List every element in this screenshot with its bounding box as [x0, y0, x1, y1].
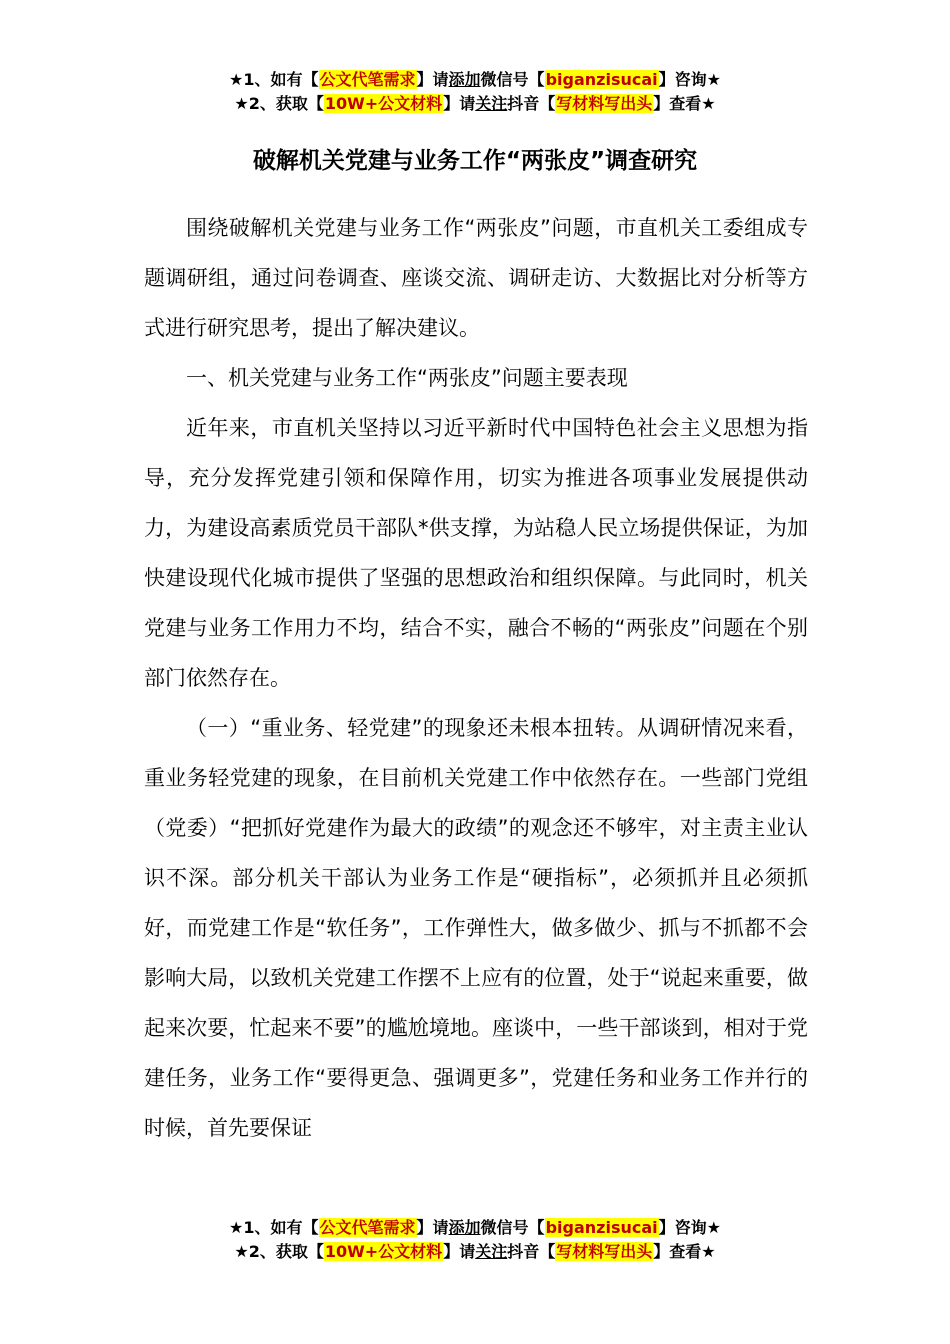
paragraph: 近年来，市直机关坚持以习近平新时代中国特色社会主义思想为指导，充分发挥党建引领和保障作用，切实为推进各项事业发展提供动力，为建设高素质党员干部队*供支撑，为站稳人民立场提供保证，为加快建设现代化城市提供了坚强的思想政治和组织保障。与此同时，机关党建与业务工作用力不均，结合不实，融合不畅的“两张皮”问题在个别部门依然存在。	[144, 416, 808, 690]
banner-highlight: 写材料写出头	[556, 94, 653, 113]
banner-text: 】查看★	[653, 94, 716, 113]
header-banner	[0, 68, 950, 116]
section-heading: 一、机关党建与业务工作“两张皮”问题主要表现	[186, 366, 628, 390]
document-body	[144, 203, 808, 1153]
banner-line-2	[0, 1240, 950, 1264]
banner-text: 】查看★	[653, 1242, 716, 1261]
banner-text: 】请	[416, 70, 449, 89]
banner-underline: 关注	[475, 1242, 508, 1261]
banner-highlight: 10W+公文材料	[324, 1242, 443, 1261]
banner-line-2	[0, 92, 950, 116]
banner-line-1	[0, 1216, 950, 1240]
banner-text: 】请	[443, 94, 476, 113]
paragraph: （一）“重业务、轻党建”的现象还未根本扭转。从调研情况来看，重业务轻党建的现象，在目前机关党建工作中依然存在。一些部门党组（党委）“把抓好党建作为最大的政绩”的观念还不够牢，对主责主业认识不深。部分机关干部认为业务工作是“硬指标”，必须抓并且必须抓好，而党建工作是“软任务”，工作弹性大，做多做少、抓与不抓都不会影响大局，以致机关党建工作摆不上应有的位置，处于“说起来重要，做起来次要，忙起来不要”的尴尬境地。座谈中，一些干部谈到，相对于党建任务，业务工作“要得更急、强调更多”，党建任务和业务工作并行的时候，首先要保证	[144, 716, 808, 1140]
banner-underline: 关注	[475, 94, 508, 113]
document-title: 破解机关党建与业务工作“两张皮”调查研究	[252, 148, 698, 174]
banner-highlight: biganzisucai	[545, 70, 658, 89]
banner-highlight: biganzisucai	[545, 1218, 658, 1237]
banner-underline: 添加	[448, 1218, 481, 1237]
banner-line-1	[0, 68, 950, 92]
banner-text: ★1、如有【	[229, 70, 319, 89]
banner-text: ★1、如有【	[229, 1218, 319, 1237]
paragraph: 围绕破解机关党建与业务工作“两张皮”问题，市直机关工委组成专题调研组，通过问卷调查、座谈交流、调研走访、大数据比对分析等方式进行研究思考，提出了解决建议。	[144, 216, 808, 340]
banner-highlight: 公文代笔需求	[319, 70, 416, 89]
banner-text: 抖音【	[507, 1242, 556, 1261]
banner-highlight: 10W+公文材料	[324, 94, 443, 113]
banner-text: 】请	[443, 1242, 476, 1261]
banner-highlight: 写材料写出头	[556, 1242, 653, 1261]
banner-text: 抖音【	[507, 94, 556, 113]
banner-text: ★2、获取【	[234, 1242, 324, 1261]
banner-text: 】咨询★	[658, 1218, 721, 1237]
banner-text: 】咨询★	[658, 70, 721, 89]
banner-text: ★2、获取【	[234, 94, 324, 113]
banner-highlight: 公文代笔需求	[319, 1218, 416, 1237]
banner-text: 】请	[416, 1218, 449, 1237]
banner-underline: 添加	[448, 70, 481, 89]
banner-text: 微信号【	[480, 70, 545, 89]
footer-banner	[0, 1216, 950, 1264]
banner-text: 微信号【	[480, 1218, 545, 1237]
